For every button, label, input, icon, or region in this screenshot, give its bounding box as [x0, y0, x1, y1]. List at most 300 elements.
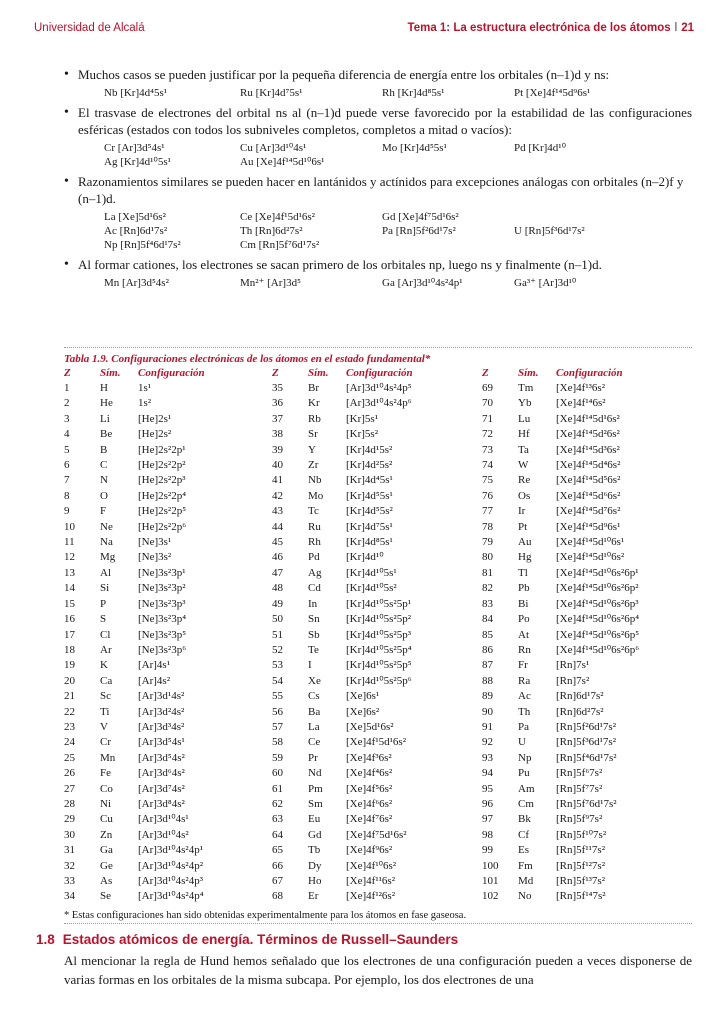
table-cell: [Rn]5f¹⁰7s² [556, 828, 607, 841]
table-cell: [Ar]3d¹⁰4s²4p³ [138, 875, 204, 887]
table-cell: [Kr]4d⁵5s¹ [346, 489, 393, 502]
table-cell: C [100, 459, 108, 472]
table-cell: 48 [272, 582, 283, 595]
table-cell: 75 [482, 474, 493, 487]
table-row [64, 643, 692, 658]
example: Ac [Rn]6d¹7s² [104, 225, 168, 237]
header-chapter [408, 22, 694, 34]
table-cell: Si [100, 582, 110, 595]
table-cell: 32 [64, 859, 75, 872]
table-cell: Tm [518, 382, 534, 394]
table-cell: [Xe]4f¹⁴5d³6s² [556, 443, 620, 456]
table-cell: 77 [482, 505, 493, 518]
table-cell: 73 [482, 443, 493, 456]
table-row [64, 489, 692, 504]
table-cell: Cm [518, 797, 534, 810]
table-row [64, 550, 692, 565]
header-cell: Z [64, 367, 71, 379]
table-footnote: * Estas configuraciones han sido obtenidas experimentalmente para los átomos en fase gaseosa. [64, 909, 467, 921]
table-cell: [Xe]4f¹⁴5d⁴6s² [556, 459, 621, 472]
table-cell: Zn [100, 828, 113, 841]
table-cell: [Rn]5f⁷6d¹7s² [556, 797, 617, 810]
table-cell: Xe [308, 674, 321, 687]
table-cell: [Ar]3d⁶4s² [138, 767, 185, 780]
example: Th [Rn]6d²7s² [240, 225, 303, 237]
table-cell: [Xe]6s¹ [346, 690, 380, 703]
table-cell: 42 [272, 489, 283, 502]
table-cell: Br [308, 382, 319, 394]
table-cell: 22 [64, 705, 75, 718]
table-cell: [Rn]5f¹¹7s² [556, 844, 606, 857]
table-cell: [Xe]4f¹²6s² [346, 890, 395, 903]
table-cell: [Kr]4d⁷5s¹ [346, 520, 393, 533]
table-cell: [Rn]5f⁷7s² [556, 782, 603, 795]
table-cell: [Xe]4f⁷6s² [346, 813, 393, 826]
table-cell: 43 [272, 505, 283, 518]
example [514, 210, 664, 224]
table-cell: 31 [64, 844, 75, 857]
table-cell: 23 [64, 720, 75, 733]
table-cell: Dy [308, 859, 322, 872]
table-cell: Cl [100, 628, 111, 641]
table-cell: 81 [482, 566, 493, 579]
table-cell: Hf [518, 428, 530, 441]
table-cell: 76 [482, 489, 493, 502]
table-cell: 57 [272, 720, 283, 733]
table-cell: Ne [100, 520, 113, 533]
table-row [64, 473, 692, 488]
bullet-2: • El trasvase de electrones del orbital ns al (n–1)d puede verse favorecido por la estabilidad de las configuraciones esféricas (estados con todos los subniveles completos, completos a mitad o vacíos): [64, 104, 692, 138]
table-cell: [Xe]4f¹5d¹6s² [346, 736, 406, 749]
table-cell: Te [308, 643, 319, 656]
example: Np [Rn]5f⁴6d¹7s² [104, 239, 181, 251]
table-cell: Mg [100, 551, 116, 564]
table-cell: Pr [308, 751, 318, 764]
bullet-1: • Muchos casos se pueden justificar por la pequeña diferencia de energía entre los orbitales (n–1)d y ns: [64, 66, 692, 83]
table-cell: 20 [64, 674, 75, 687]
table-row [64, 612, 692, 627]
table-cell: Np [518, 751, 532, 764]
table-cell: 78 [482, 520, 493, 533]
table-cell: [Rn]5f⁶7s² [556, 767, 603, 780]
table-cell: [Ne]3s¹ [138, 536, 172, 549]
table-cell: 91 [482, 720, 493, 733]
example: Ce [Xe]4f¹5d¹6s² [240, 211, 315, 223]
table-cell: Pm [308, 782, 323, 795]
table-cell: 88 [482, 674, 493, 687]
table-cell: [Kr]4d¹⁰5s²5p² [346, 613, 412, 626]
table-cell: [Xe]4f¹⁴5d¹6s² [556, 412, 620, 425]
table-cell: 3 [64, 412, 70, 425]
table-cell: [Rn]5f⁴6d¹7s² [556, 751, 617, 764]
section-number: 1.8 [36, 932, 55, 947]
table-cell: [Ar]3d¹⁰4s²4p⁴ [138, 890, 204, 903]
table-cell: [Rn]6d¹7s² [556, 690, 604, 703]
table-cell: [He]2s²2p² [138, 459, 186, 472]
table-cell: 45 [272, 536, 283, 549]
table-cell: Bi [518, 597, 529, 610]
table-row [64, 427, 692, 442]
table-cell: 1 [64, 382, 70, 394]
table-cell: 9 [64, 505, 70, 518]
bullet-4: • Al formar cationes, los electrones se sacan primero de los orbitales np, luego ns y finalmente (n–1)d. [64, 256, 692, 273]
table-cell: 30 [64, 828, 75, 841]
table-cell: [Xe]4f⁶6s² [346, 797, 393, 810]
table-cell: [Ar]3d¹⁰4s² [138, 828, 189, 841]
table-cell: Pu [518, 767, 530, 780]
table-cell: [Kr]4d¹⁰5s²5p⁴ [346, 643, 412, 656]
example: Ru [Kr]4d⁷5s¹ [240, 87, 303, 99]
header-cell: Configuración [556, 367, 623, 379]
table-cell: [Kr]4d²5s² [346, 459, 393, 472]
table-cell: K [100, 659, 108, 672]
example: Au [Xe]4f¹⁴5d¹⁰6s¹ [240, 156, 325, 168]
table-cell: Rb [308, 412, 321, 425]
table-cell: I [308, 659, 312, 672]
table-cell: [He]2s¹ [138, 412, 172, 425]
table-row [64, 504, 692, 519]
table-cell: [Ar]3d¹⁰4s²4p² [138, 859, 204, 872]
table-cell: 71 [482, 412, 493, 425]
table-cell: La [308, 720, 320, 733]
table-cell: Tc [308, 505, 319, 518]
table-cell: 37 [272, 412, 283, 425]
table-cell: [Kr]5s² [346, 428, 379, 441]
table-cell: Ho [308, 875, 322, 887]
table-row [64, 689, 692, 704]
table-cell: 89 [482, 690, 493, 703]
table-cell: 51 [272, 628, 283, 641]
table-row [64, 674, 692, 689]
table-cell: Co [100, 782, 113, 795]
table-cell: Ce [308, 736, 321, 749]
table-cell: [Xe]6s² [346, 705, 380, 718]
table-cell: 90 [482, 705, 493, 718]
table-cell: Am [518, 782, 535, 795]
table-cell: [Ar]3d¹4s² [138, 690, 185, 703]
table-cell: [He]2s²2p⁶ [138, 520, 187, 533]
example: Ga [Ar]3d¹⁰4s²4p¹ [382, 277, 463, 289]
table-cell: 17 [64, 628, 75, 641]
table-cell: Al [100, 566, 111, 579]
table-cell: [Kr]4d⁵5s² [346, 505, 393, 518]
example: Mo [Kr]4d⁵5s¹ [382, 142, 447, 154]
table-cell: [Rn]5f³6d¹7s² [556, 736, 617, 749]
table-cell: In [308, 597, 318, 610]
table-cell: 79 [482, 536, 493, 549]
table-cell: 13 [64, 566, 75, 579]
page-number: 21 [681, 22, 694, 34]
table-cell: [Ar]3d⁷4s² [138, 782, 185, 795]
example: Ga³⁺ [Ar]3d¹⁰ [514, 277, 577, 289]
table-cell: Rh [308, 536, 321, 549]
table-row [64, 520, 692, 535]
header-cell: Configuración [138, 367, 205, 379]
configuration-table [64, 347, 692, 924]
table-cell: [Xe]4f¹⁴5d¹⁰6s²6p³ [556, 597, 639, 610]
table-cell: Tl [518, 566, 528, 579]
table-cell: [Kr]4d¹⁰5s²5p⁵ [346, 659, 412, 672]
table-cell: [Xe]5d¹6s² [346, 720, 394, 733]
table-cell: Pa [518, 720, 529, 733]
table-cell: 65 [272, 844, 283, 857]
table-cell: 12 [64, 551, 75, 564]
table-cell: [Xe]4f⁷5d¹6s² [346, 828, 407, 841]
table-cell: Be [100, 428, 113, 441]
table-cell: 33 [64, 875, 75, 887]
table-cell: Ir [518, 505, 526, 518]
table-cell: 100 [482, 859, 499, 872]
table-cell: 2 [64, 397, 70, 410]
table-row [64, 443, 692, 458]
table-cell: [Kr]4d⁴5s¹ [346, 474, 393, 487]
table-cell: Fe [100, 767, 111, 780]
table-cell: F [100, 505, 107, 518]
table-cell: Pb [518, 582, 530, 595]
table-cell: O [100, 489, 108, 502]
table-cell: 47 [272, 566, 283, 579]
section-1-8 [36, 932, 692, 989]
section-title: Estados atómicos de energía. Términos de Russell–Saunders [62, 932, 459, 947]
table-cell: [Xe]4f¹⁴5d¹⁰6s² [556, 551, 625, 564]
example: Rh [Kr]4d⁸5s¹ [382, 87, 445, 99]
table-cell: [Rn]5f¹⁴7s² [556, 890, 606, 903]
table-cell: [Kr]4d⁸5s¹ [346, 536, 393, 549]
table-cell: Cs [308, 690, 320, 703]
table-cell: 72 [482, 428, 493, 441]
table-cell: [Xe]4f⁵6s² [346, 782, 393, 795]
table-row [64, 751, 692, 766]
table-cell: Ag [308, 566, 322, 579]
example: Gd [Xe]4f⁷5d¹6s² [382, 211, 459, 223]
table-cell: [He]2s²2p¹ [138, 443, 186, 456]
section-paragraph: Al mencionar la regla de Hund hemos señalado que los electrones de una configuración pueden a veces disponerse de varias formas en los orbitales de la misma subcapa. Por ejemplo, los dos electrones de una [64, 953, 692, 987]
examples-2 [104, 141, 692, 169]
table-cell: [Ar]3d¹⁰4s²4p⁶ [346, 397, 412, 410]
table-cell: Mo [308, 489, 324, 502]
table-cell: [Xe]4f⁴6s² [346, 767, 393, 780]
header-cell: Z [272, 367, 279, 379]
example: Cu [Ar]3d¹⁰4s¹ [240, 142, 307, 154]
table-cell: 54 [272, 674, 283, 687]
table-cell: [Ne]3s²3p³ [138, 597, 186, 610]
table-cell: 11 [64, 536, 75, 549]
table-cell: Eu [308, 813, 321, 826]
table-row [64, 597, 692, 612]
table-cell: [Kr]4d¹⁰5s² [346, 582, 397, 595]
table-cell: Ti [100, 705, 110, 718]
table-cell: 46 [272, 551, 283, 564]
table-cell: V [100, 720, 108, 733]
table-cell: [He]2s²2p⁵ [138, 505, 187, 518]
table-cell: [Rn]7s² [556, 674, 590, 687]
table-cell: 25 [64, 751, 75, 764]
example: Mn²⁺ [Ar]3d⁵ [240, 277, 301, 289]
table-cell: 29 [64, 813, 75, 826]
table-cell: [Rn]5f¹²7s² [556, 859, 606, 872]
table-cell: Au [518, 536, 532, 549]
table-cell: B [100, 443, 108, 456]
table-cell: [Kr]4d¹⁰5s²5p³ [346, 628, 412, 641]
table-cell: 66 [272, 859, 283, 872]
table-cell: [Ne]3s²3p¹ [138, 566, 186, 579]
table-cell: 86 [482, 643, 493, 656]
table-cell: Ba [308, 705, 321, 718]
table-cell: Mn [100, 751, 116, 764]
table-row [64, 859, 692, 874]
table-cell: [Rn]5f⁹7s² [556, 813, 603, 826]
table-cell: 4 [64, 428, 70, 441]
table-cell: Se [100, 890, 111, 903]
table-cell: 1s¹ [138, 382, 152, 394]
table-cell: Fm [518, 859, 533, 872]
table-cell: 98 [482, 828, 493, 841]
table-cell: [Xe]4f¹⁴5d⁶6s² [556, 489, 621, 502]
table-cell: [Xe]4f¹³6s² [556, 382, 605, 394]
table-cell: 82 [482, 582, 493, 595]
table-cell: Ge [100, 859, 113, 872]
table-cell: Ar [100, 643, 112, 656]
page-header [34, 22, 694, 38]
table-cell: Lu [518, 412, 531, 425]
table-row [64, 889, 692, 904]
table-cell: [Kr]4d¹5s² [346, 443, 393, 456]
table-cell: [Ar]3d¹⁰4s¹ [138, 813, 189, 826]
table-cell: 44 [272, 520, 283, 533]
table-cell: 56 [272, 705, 283, 718]
table-row [64, 396, 692, 411]
table-cell: 93 [482, 751, 493, 764]
table-cell: [Xe]4f¹⁴5d²6s² [556, 428, 620, 441]
table-row [64, 782, 692, 797]
table-cell: [Ar]4s² [138, 674, 171, 687]
table-cell: 97 [482, 813, 493, 826]
table-cell: 49 [272, 597, 283, 610]
bullet-3: • Razonamientos similares se pueden hacer en lantánidos y actínidos para excepciones análogas con orbitales (n–2)f y (n–1)d. [64, 173, 692, 207]
examples-4 [104, 276, 692, 290]
example: Pd [Kr]4d¹⁰ [514, 142, 567, 154]
table-cell: Na [100, 536, 113, 549]
table-cell: 84 [482, 613, 493, 626]
table-cell: 80 [482, 551, 493, 564]
example: Cr [Ar]3d⁵4s¹ [104, 142, 165, 154]
examples-1 [104, 86, 692, 100]
table-cell: Ca [100, 674, 113, 687]
example: Mn [Ar]3d⁵4s² [104, 277, 169, 289]
table-row [64, 705, 692, 720]
table-cell: Th [518, 705, 531, 718]
table-cell: [Kr]4d¹⁰5s²5p⁶ [346, 674, 412, 687]
table-cell: [Ar]3d¹⁰4s²4p⁵ [346, 382, 412, 394]
header-cell: Sím. [308, 367, 329, 379]
examples-3 [104, 210, 692, 252]
table-cell: Zr [308, 459, 319, 472]
table-cell: [Xe]4f¹⁴5d¹⁰6s²6p¹ [556, 566, 639, 579]
table-cell: 55 [272, 690, 283, 703]
example: U [Rn]5f³6d¹7s² [514, 225, 585, 237]
table-cell: N [100, 474, 108, 487]
table-cell: Ra [518, 674, 531, 687]
table-cell: Fr [518, 659, 528, 672]
table-cell: 14 [64, 582, 75, 595]
table-cell: 26 [64, 767, 75, 780]
table-cell: [Xe]4f¹⁴5d¹⁰6s²6p⁵ [556, 628, 640, 641]
table-cell: Ta [518, 443, 529, 456]
example: Pt [Xe]4f¹⁴5d⁹6s¹ [514, 87, 591, 99]
table-cell: [Xe]4f¹⁴5d¹⁰6s²6p⁶ [556, 643, 640, 656]
table-cell: Er [308, 890, 319, 903]
table-cell: 39 [272, 443, 283, 456]
table-cell: [Kr]5s¹ [346, 412, 379, 425]
table-cell: Os [518, 489, 531, 502]
example: Cm [Rn]5f⁷6d¹7s² [240, 239, 320, 251]
table-row [64, 628, 692, 643]
table-cell: [Xe]4f¹¹6s² [346, 875, 395, 887]
header-title: Tema 1: La estructura electrónica de los átomos [407, 22, 671, 34]
table-cell: 99 [482, 844, 493, 857]
table-cell: [Kr]4d¹⁰5s²5p¹ [346, 597, 412, 610]
table-cell: [Xe]4f³6s² [346, 751, 392, 764]
table-cell: [Ar]3d³4s² [138, 720, 185, 733]
table-cell: Ac [518, 690, 531, 703]
table-cell: U [518, 736, 526, 749]
table-cell: Hg [518, 551, 532, 564]
table-cell: [Ar]3d⁵4s¹ [138, 736, 185, 749]
table-cell: Re [518, 474, 531, 487]
table-cell: Yb [518, 397, 532, 410]
table-cell: Sr [308, 428, 318, 441]
table-cell: Y [308, 443, 316, 456]
table-row [64, 412, 692, 427]
table-cell: No [518, 890, 532, 903]
table-cell: [Ar]3d¹⁰4s²4p¹ [138, 844, 204, 857]
table-cell: W [518, 459, 529, 472]
table-cell: 67 [272, 875, 283, 887]
table-cell: [Rn]5f²6d¹7s² [556, 720, 617, 733]
table-cell: 40 [272, 459, 283, 472]
table-cell: At [518, 628, 529, 641]
table-row [64, 381, 692, 396]
table-row [64, 874, 692, 889]
table-cell: Ga [100, 844, 113, 857]
table-cell: 50 [272, 613, 283, 626]
table-cell: 10 [64, 520, 75, 533]
table-cell: 83 [482, 597, 493, 610]
table-cell: [He]2s²2p³ [138, 474, 186, 487]
table-cell: 85 [482, 628, 493, 641]
table-cell: 96 [482, 797, 493, 810]
table-cell: 18 [64, 643, 75, 656]
table-cell: [Xe]4f¹⁴5d¹⁰6s²6p⁴ [556, 613, 640, 626]
table-body [64, 381, 692, 905]
table-row [64, 535, 692, 550]
table-cell: Sc [100, 690, 111, 703]
table-row [64, 843, 692, 858]
table-cell: 34 [64, 890, 75, 903]
table-cell: 1s² [138, 397, 152, 410]
table-cell: 69 [482, 382, 493, 394]
table-cell: 59 [272, 751, 283, 764]
table-cell: 95 [482, 782, 493, 795]
table-cell: [He]2s² [138, 428, 172, 441]
table-cell: Cu [100, 813, 113, 826]
table-cell: [Xe]4f¹⁴5d⁵6s² [556, 474, 621, 487]
table-cell: 8 [64, 489, 70, 502]
table-cell: Kr [308, 397, 320, 410]
table-cell: [Xe]4f¹⁴6s² [556, 397, 606, 410]
table-cell: H [100, 382, 108, 394]
table-cell: S [100, 613, 107, 626]
